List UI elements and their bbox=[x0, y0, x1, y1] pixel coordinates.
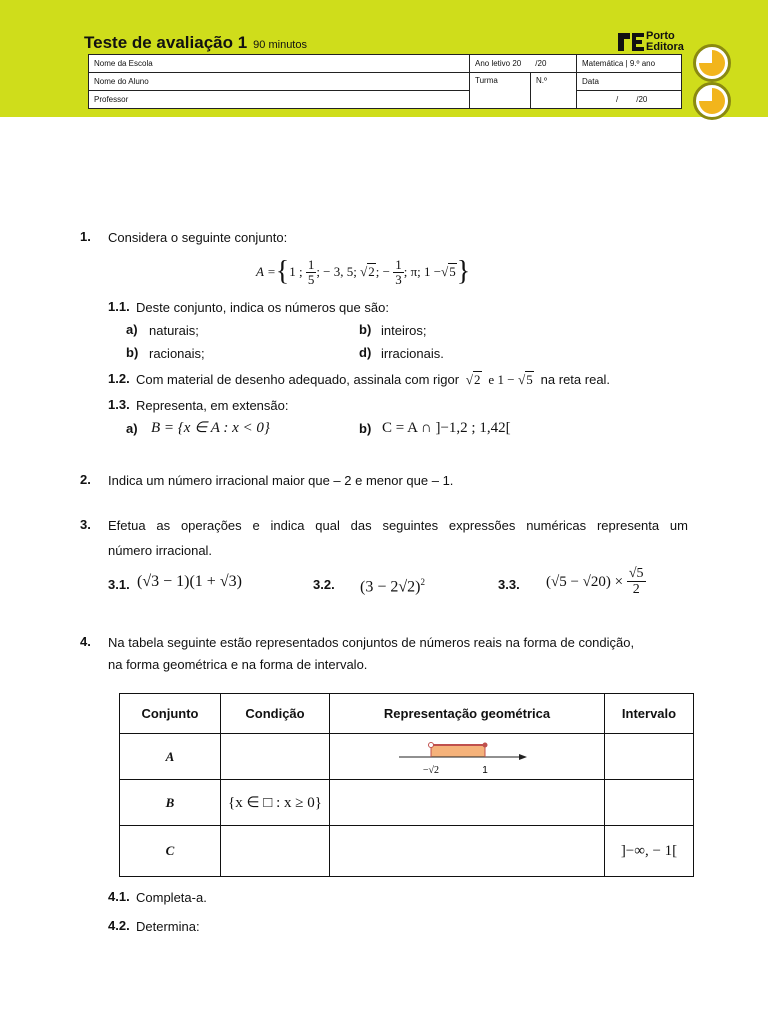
student-name-field[interactable]: Nome do Aluno bbox=[89, 73, 470, 91]
q1-3b-label: b) bbox=[359, 421, 372, 436]
date-value-field[interactable]: / /20 bbox=[577, 91, 682, 109]
clock-icon bbox=[693, 82, 731, 120]
row-a-geometric-cell bbox=[330, 734, 605, 780]
teacher-field[interactable]: Professor bbox=[89, 91, 470, 109]
q4-number: 4. bbox=[80, 634, 91, 649]
row-b-interval-cell[interactable] bbox=[605, 780, 694, 826]
q1-3a-expression: B = {x ∈ A : x < 0} bbox=[151, 420, 270, 436]
student-info-table bbox=[88, 54, 682, 109]
q1-1-text: Deste conjunto, indica os números que são: bbox=[136, 300, 389, 315]
q4-text-line1: Na tabela seguinte estão representados conjuntos de números reais na forma de condição, bbox=[108, 635, 635, 650]
row-c-interval: ]−∞, − 1[ bbox=[605, 826, 694, 877]
q3-text-line1: Efetua as operações e indica qual das seguintes expressões numéricas representa um bbox=[108, 518, 688, 533]
q4-1-number: 4.1. bbox=[108, 889, 130, 904]
q1-3-text: Representa, em extensão: bbox=[136, 398, 289, 413]
row-c-label: C bbox=[120, 826, 221, 877]
interval-shade bbox=[431, 745, 485, 757]
q1-1c-label: b) bbox=[126, 345, 139, 360]
open-endpoint-icon bbox=[429, 742, 434, 747]
q1-2-text: Com material de desenho adequado, assinala com rigor √2 e 1 − √5 na reta real. bbox=[136, 372, 611, 387]
row-b-condition: {x ∈ □ : x ≥ 0} bbox=[221, 780, 330, 826]
q4-2-number: 4.2. bbox=[108, 918, 130, 933]
q4-1-text: Completa-a. bbox=[136, 890, 207, 905]
q1-1b-label: b) bbox=[359, 322, 372, 337]
clock-icon-face bbox=[696, 47, 728, 79]
clock-icon-face bbox=[696, 85, 728, 117]
number-line-diagram bbox=[397, 737, 537, 777]
q1-3-number: 1.3. bbox=[108, 397, 130, 412]
date-field[interactable]: Data bbox=[577, 73, 682, 91]
q1-text: Considera o seguinte conjunto: bbox=[108, 230, 288, 245]
row-a-interval-cell[interactable] bbox=[605, 734, 694, 780]
q4-text-line2: na forma geométrica e na forma de intervalo. bbox=[108, 657, 368, 672]
left-bound-label: −√2 bbox=[422, 764, 440, 776]
q1-2-number: 1.2. bbox=[108, 371, 130, 386]
q1-1a-text: naturais; bbox=[149, 323, 199, 338]
class-field[interactable]: Turma bbox=[470, 73, 531, 109]
test-title: Teste de avaliação 1 90 minutos bbox=[84, 33, 307, 52]
set-a-expression: A = { 1 ; $\frac{1}{5}$ ; − 3, 5; √2 ; − $\frac{1}{3}$ ; π; 1 − √5 } bbox=[256, 256, 471, 287]
q1-3b-expression: C = A ∩ ]−1,2 ; 1,42[ bbox=[382, 420, 511, 436]
header-intervalo: Intervalo bbox=[605, 694, 694, 734]
q3-number: 3. bbox=[80, 517, 91, 532]
row-a-label: A bbox=[120, 734, 221, 780]
q1-number: 1. bbox=[80, 229, 91, 244]
row-c-condition-cell[interactable] bbox=[221, 826, 330, 877]
q2-text: Indica um número irracional maior que – 2 e menor que – 1. bbox=[108, 473, 454, 488]
header-conjunto: Conjunto bbox=[120, 694, 221, 734]
q1-1d-text: irracionais. bbox=[381, 346, 444, 361]
q1-1a-label: a) bbox=[126, 322, 138, 337]
school-year-field[interactable]: Ano letivo 20 /20 bbox=[470, 55, 577, 73]
publisher-logo-text: Porto Editora bbox=[646, 30, 684, 53]
q1-1-number: 1.1. bbox=[108, 299, 130, 314]
q3-3-expression: (√5 − √20) × $\frac{√5}{2}$ bbox=[546, 566, 644, 597]
arrow-icon bbox=[519, 754, 527, 760]
row-b-geometric-cell[interactable] bbox=[330, 780, 605, 826]
q3-text-line2: número irracional. bbox=[108, 543, 213, 558]
closed-endpoint-icon bbox=[483, 742, 488, 747]
right-bound-label: 1 bbox=[482, 764, 488, 776]
q2-number: 2. bbox=[80, 472, 91, 487]
school-field[interactable]: Nome da Escola bbox=[89, 55, 470, 73]
row-a-condition-cell[interactable] bbox=[221, 734, 330, 780]
q4-2-text: Determina: bbox=[136, 919, 200, 934]
q1-3a-label: a) bbox=[126, 421, 138, 436]
sets-table bbox=[119, 693, 694, 877]
row-c-geometric-cell[interactable] bbox=[330, 826, 605, 877]
test-duration: 90 minutos bbox=[253, 39, 307, 51]
header-condicao: Condição bbox=[221, 694, 330, 734]
student-number-field[interactable]: N.º bbox=[531, 73, 577, 109]
q3-2-number: 3.2. bbox=[313, 577, 335, 592]
q3-1-expression: (√3 − 1)(1 + √3) bbox=[137, 573, 242, 590]
q1-1d-label: d) bbox=[359, 345, 372, 360]
q3-1-number: 3.1. bbox=[108, 577, 130, 592]
publisher-logo-mark bbox=[618, 33, 644, 51]
row-b-label: B bbox=[120, 780, 221, 826]
header-representacao: Representação geométrica bbox=[330, 694, 605, 734]
clock-icon bbox=[693, 44, 731, 82]
q1-1b-text: inteiros; bbox=[381, 323, 427, 338]
q3-2-expression: $(3 - 2√2)^2$ bbox=[360, 577, 425, 596]
q1-1c-text: racionais; bbox=[149, 346, 205, 361]
q3-3-number: 3.3. bbox=[498, 577, 520, 592]
subject-field: Matemática | 9.º ano bbox=[577, 55, 682, 73]
